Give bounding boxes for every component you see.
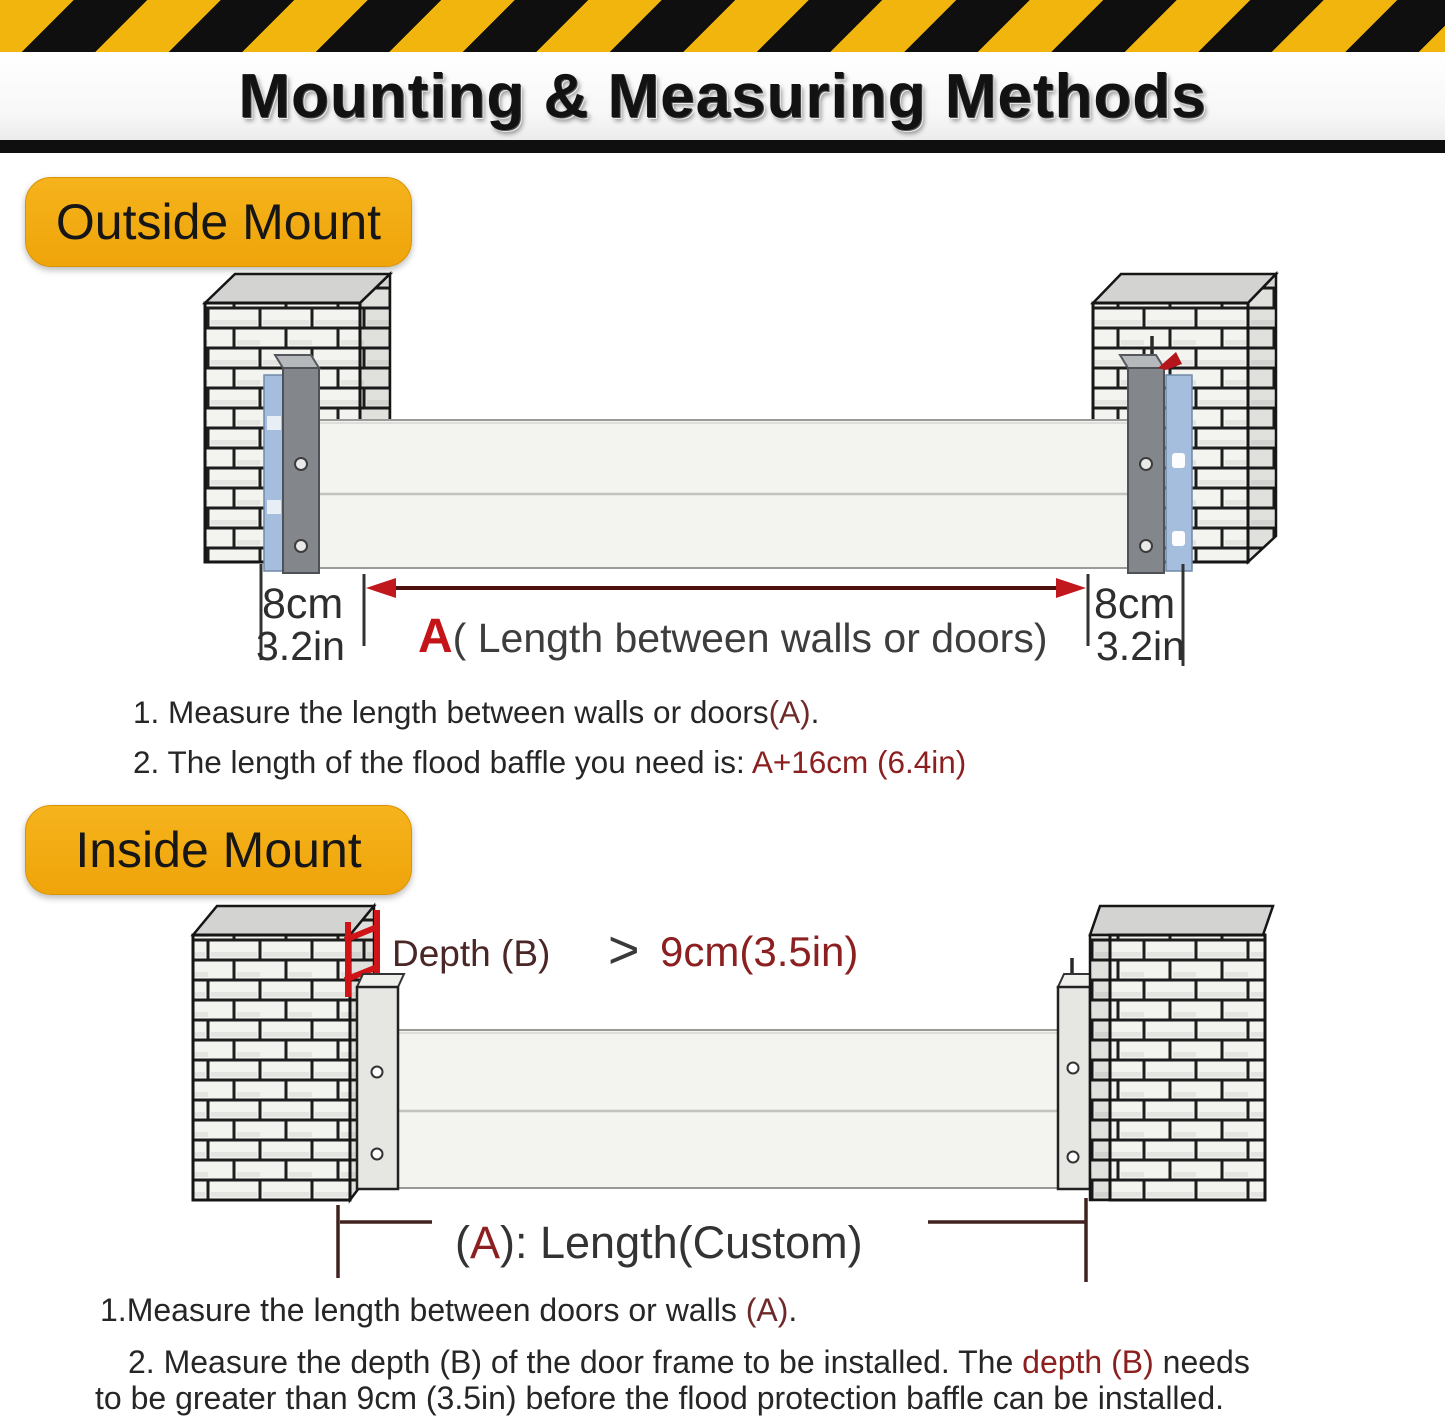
channel-screw — [295, 540, 307, 552]
channel-cap — [1120, 355, 1164, 368]
title-band — [0, 52, 1445, 140]
flood-barrier-panel — [315, 420, 1140, 568]
inside-step-2-line-2: to be greater than 9cm (3.5in) before the flood protection baffle can be installed. — [95, 1380, 1225, 1416]
channel-screw — [372, 1149, 383, 1160]
seal-screw — [1172, 531, 1185, 546]
page-title: Mounting & Measuring Methods — [238, 61, 1207, 131]
channel-cap — [357, 974, 404, 987]
pillar-top-face — [1093, 274, 1276, 303]
span-label — [418, 610, 1048, 663]
channel-screw — [1068, 1152, 1079, 1163]
channel-screw — [372, 1067, 383, 1078]
pillar-front-face — [193, 935, 350, 1200]
seal-screw — [267, 500, 281, 514]
hazard-tape-banner — [0, 0, 1445, 52]
outside-measurements — [256, 564, 1185, 669]
seal-screw — [267, 416, 281, 430]
outside-mount-label: Outside Mount — [55, 194, 382, 250]
channel-screw — [1140, 458, 1152, 470]
channel-cap — [275, 355, 319, 368]
pillar-return-shade — [1090, 935, 1110, 1200]
inside-mount-label: Inside Mount — [75, 822, 362, 878]
dim-left-cm: 8cm — [262, 580, 344, 628]
inside-measurements — [338, 1198, 1086, 1282]
dim-right-in: 3.2in — [1096, 623, 1185, 669]
span-label-rest: ( Length between walls or doors) — [452, 615, 1048, 661]
depth-gt-sign: > — [608, 920, 640, 980]
outside-step-2: 2. The length of the flood baffle you need is: A+16cm (6.4in) — [133, 744, 967, 780]
inside-mount-badge — [25, 805, 412, 895]
outside-mount-badge — [25, 177, 412, 267]
channel-screw — [1140, 540, 1152, 552]
inside-step-2-line-1: 2. Measure the depth (B) of the door frame to be installed. The depth (B) needs — [128, 1344, 1250, 1380]
depth-value: 9cm(3.5in) — [660, 928, 859, 975]
left-mounting-channel — [264, 355, 319, 573]
seal-strip — [264, 375, 285, 571]
seal-screw — [1172, 453, 1185, 468]
inside-mount-diagram — [0, 900, 1445, 1292]
outside-mount-diagram — [0, 268, 1445, 692]
dim-left-in: 3.2in — [256, 623, 345, 669]
inside-step-1: 1.Measure the length between doors or walls (A). — [100, 1292, 798, 1328]
arrowhead-right-icon — [1056, 578, 1086, 598]
pillar-top-face — [1090, 906, 1273, 935]
flood-barrier-panel — [398, 1030, 1060, 1188]
inside-right-pillar — [1090, 906, 1273, 1200]
span-label-a: A — [418, 610, 453, 663]
channel-screw — [295, 458, 307, 470]
outside-step-1: 1. Measure the length between walls or doors(A). — [133, 694, 820, 730]
depth-label — [392, 920, 858, 980]
pillar-front-face — [1110, 935, 1265, 1200]
left-mounting-channel — [357, 974, 404, 1189]
pillar-top-face — [205, 274, 390, 303]
depth-label-text: Depth (B) — [392, 933, 551, 974]
header-divider-bar — [0, 140, 1445, 153]
dim-right-cm: 8cm — [1094, 580, 1176, 628]
channel-screw — [1068, 1063, 1079, 1074]
pillar-side-shade — [1248, 274, 1276, 562]
length-label: (A): Length(Custom) — [455, 1217, 863, 1268]
arrowhead-left-icon — [366, 578, 396, 598]
